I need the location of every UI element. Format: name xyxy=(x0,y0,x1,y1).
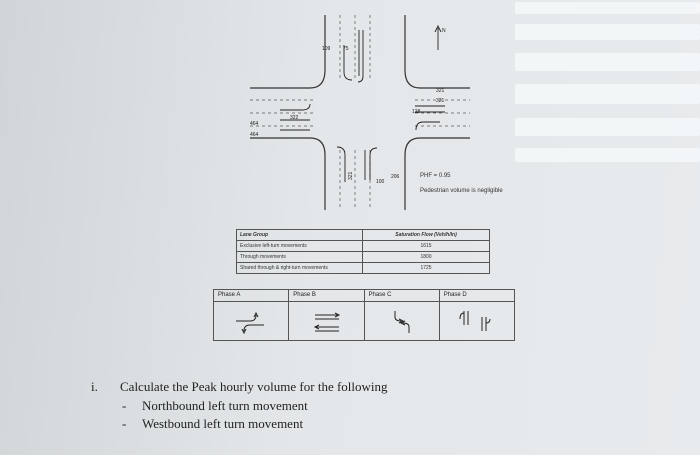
north-label: N xyxy=(442,28,446,34)
phase-a-label: Phase A xyxy=(214,290,288,302)
eb-upper-volume: 322 xyxy=(290,115,299,121)
phase-c-arrows-icon xyxy=(365,303,439,339)
table-row xyxy=(237,241,490,252)
nb-through-volume: 100 xyxy=(376,179,385,185)
row-value: 1800 xyxy=(363,252,490,263)
question-text: Calculate the Peak hourly volume for the following xyxy=(120,379,388,394)
phase-c-label: Phase C xyxy=(365,290,439,302)
sat-flow-header: Saturation Flow (Veh/h/ln) xyxy=(363,230,490,241)
row-value: 1615 xyxy=(363,241,490,252)
eb-lower-volume: 464 xyxy=(250,132,259,138)
nb-left-volume: 321 xyxy=(348,171,354,180)
phase-diagram xyxy=(213,289,515,341)
phase-b-arrows-icon xyxy=(289,303,363,339)
eb-mid-volume: 464 xyxy=(250,121,259,127)
table-row xyxy=(237,252,490,263)
phf-label: PHF = 0.95 xyxy=(420,173,451,179)
phase-b xyxy=(289,290,364,340)
row-value: 1725 xyxy=(363,263,490,274)
sb-left-volume: 109 xyxy=(322,46,331,52)
phase-c xyxy=(365,290,440,340)
row-label: Through movements xyxy=(237,252,363,263)
phase-a xyxy=(214,290,289,340)
phase-b-label: Phase B xyxy=(289,290,363,302)
phase-d-arrows-icon xyxy=(440,303,514,339)
list-item-text: Westbound left turn movement xyxy=(142,416,304,431)
window-blinds xyxy=(515,0,700,175)
phase-d-label: Phase D xyxy=(440,290,514,302)
lane-group-table xyxy=(236,229,490,274)
nb-right-volume: 206 xyxy=(391,174,400,180)
question-number: i. xyxy=(91,379,98,394)
row-label: Shared through & right-turn movements xyxy=(237,263,363,274)
list-item-text: Northbound left turn movement xyxy=(142,398,308,413)
row-label: Exclusive left-turn movements xyxy=(237,241,363,252)
pedestrian-note: Pedestrian volume is negligible xyxy=(420,188,503,194)
table-row xyxy=(237,263,490,274)
wb-top-volume: 321 xyxy=(436,88,445,94)
phase-a-arrows-icon xyxy=(214,303,288,339)
table-header-row xyxy=(237,230,490,241)
wb-bottom-volume: 128 xyxy=(412,109,421,115)
phase-d xyxy=(440,290,514,340)
lane-group-header: Lane Group xyxy=(237,230,363,241)
wb-mid-volume: 321 xyxy=(436,98,445,104)
sb-through-volume: 75 xyxy=(343,46,349,52)
